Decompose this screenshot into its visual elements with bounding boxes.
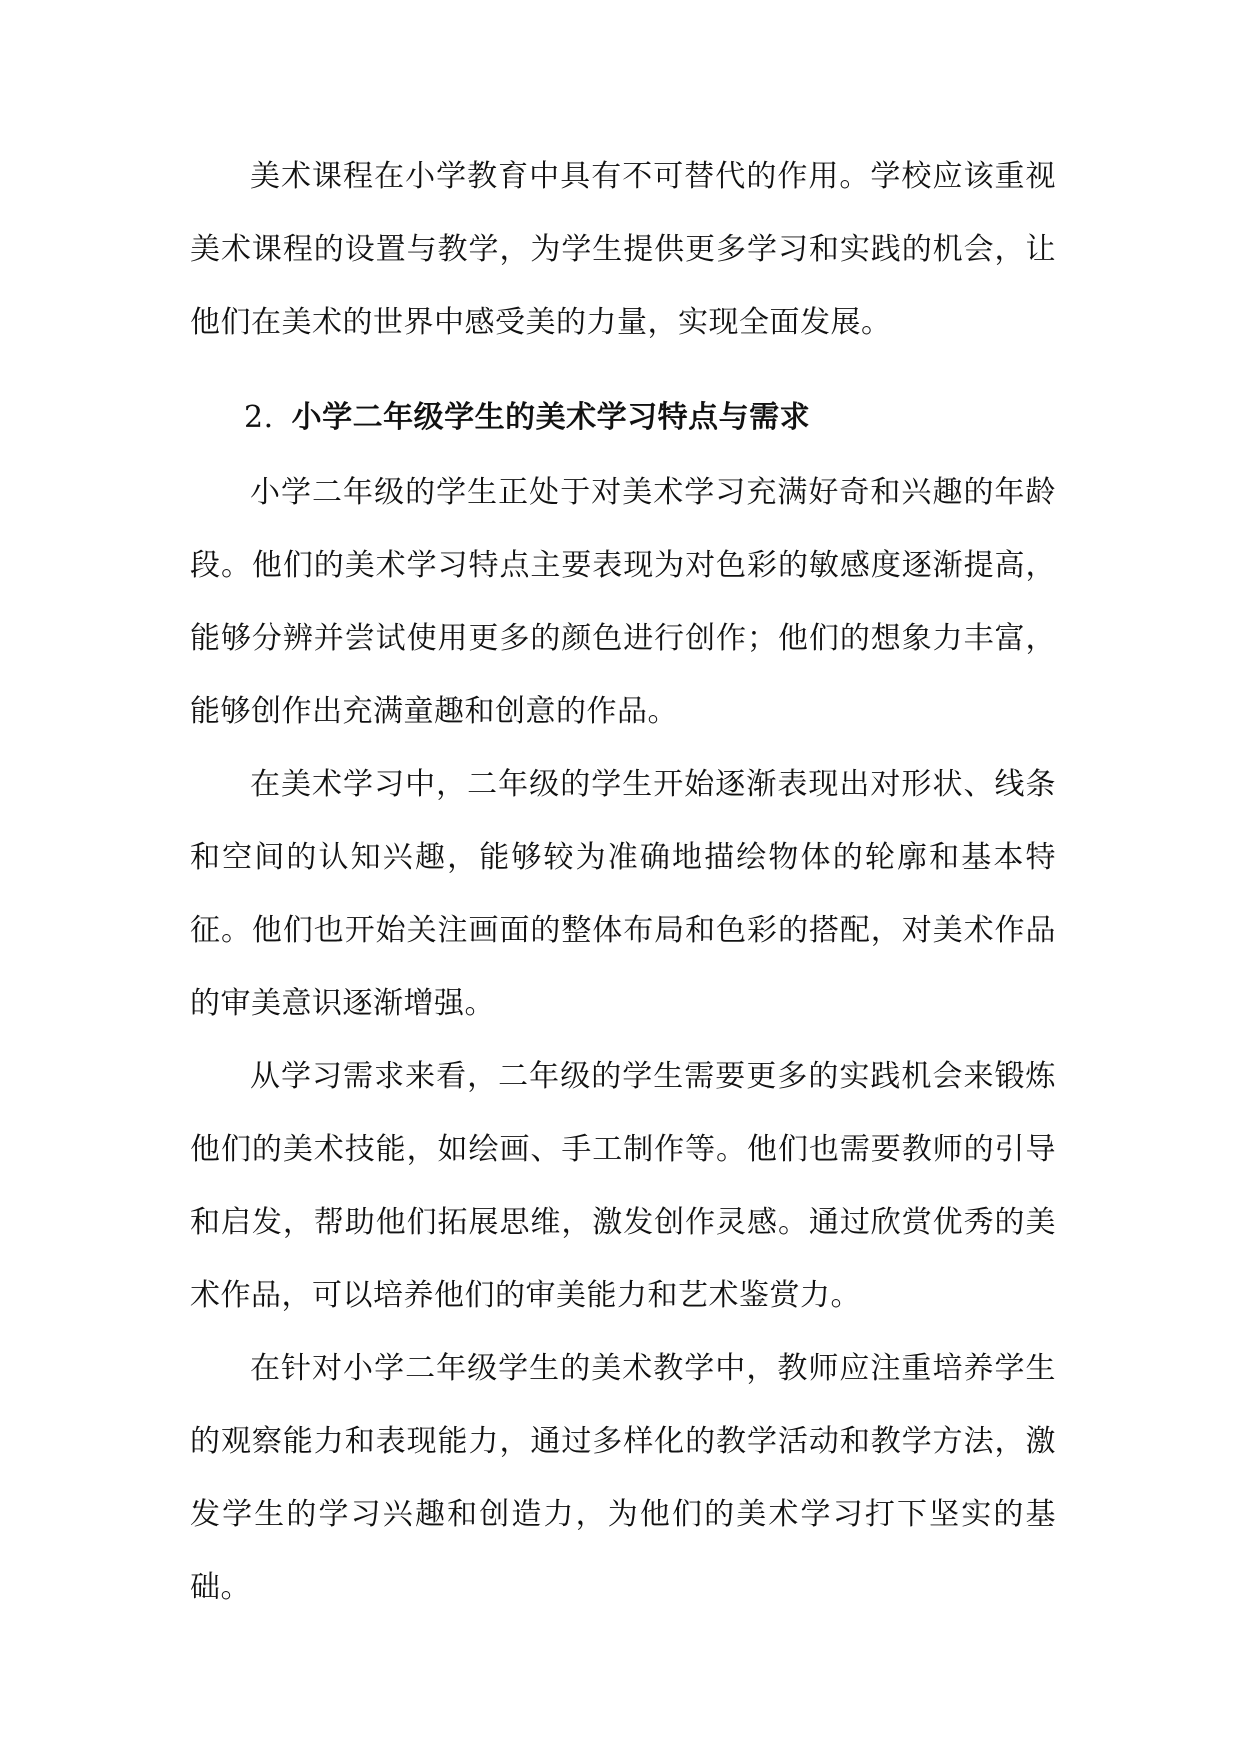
document-body [190, 140, 1056, 1624]
section-heading [190, 381, 1056, 454]
body-paragraph-3: 从学习需求来看，二年级的学生需要更多的实践机会来锻炼他们的美术技能，如绘画、手工制作等。他们也需要教师的引导和启发，帮助他们拓展思维，激发创作灵感。通过欣赏优秀的美术作品，可以培养他们的审美能力和艺术鉴赏力。 [190, 1059, 1056, 1313]
body-paragraph-4: 在针对小学二年级学生的美术教学中，教师应注重培养学生的观察能力和表现能力，通过多样化的教学活动和教学方法，激发学生的学习兴趣和创造力，为他们的美术学习打下坚实的基础。 [190, 1351, 1056, 1605]
section-number: 2. [244, 400, 274, 435]
intro-paragraph: 美术课程在小学教育中具有不可替代的作用。学校应该重视美术课程的设置与教学，为学生提供更多学习和实践的机会，让他们在美术的世界中感受美的力量，实现全面发展。 [190, 159, 1056, 340]
section-title: 小学二年级学生的美术学习特点与需求 [291, 400, 811, 435]
body-paragraph-1: 小学二年级的学生正处于对美术学习充满好奇和兴趣的年龄段。他们的美术学习特点主要表现为对色彩的敏感度逐渐提高，能够分辨并尝试使用更多的颜色进行创作；他们的想象力丰富，能够创作出充满童趣和创意的作品。 [190, 475, 1056, 729]
body-paragraph-2: 在美术学习中，二年级的学生开始逐渐表现出对形状、线条和空间的认知兴趣，能够较为准确地描绘物体的轮廓和基本特征。他们也开始关注画面的整体布局和色彩的搭配，对美术作品的审美意识逐渐增强。 [190, 767, 1056, 1021]
